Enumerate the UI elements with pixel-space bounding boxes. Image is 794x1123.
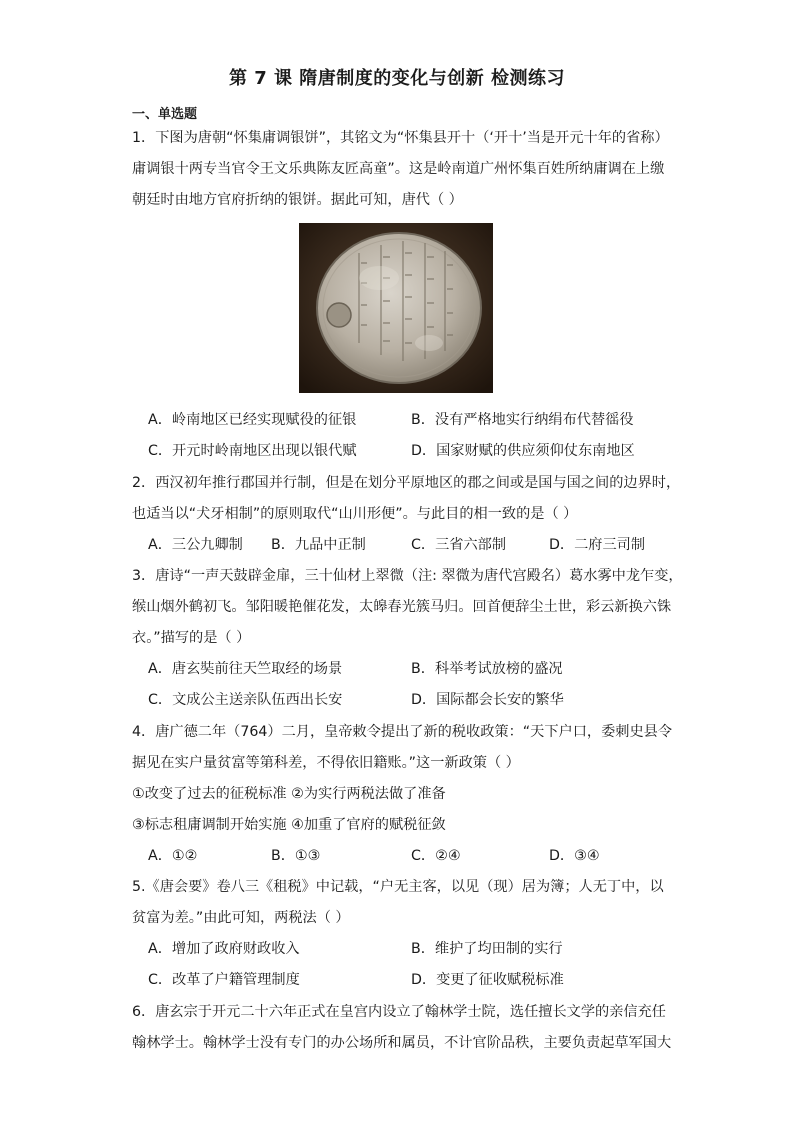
q3-line-2: 缑山烟外鹤初飞。邹阳暖艳催花发，太皞春光簇马归。回首便辞尘土世，彩云新换六铢 (132, 599, 672, 615)
q1-line-3: 朝廷时由地方官府折纳的银饼。据此可知，唐代（ ） (132, 192, 463, 208)
q1-line-1: 1．下图为唐朝“怀集庸调银饼”，其铭文为“怀集县开十（‘开十’当是开元十年的省称） (132, 130, 669, 146)
q4-option-d[interactable]: D．③④ (549, 848, 600, 864)
q1-option-d[interactable]: D．国家财赋的供应须仰仗东南地区 (411, 443, 635, 459)
q5-line-1: 5.《唐会要》卷八三《租税》中记载，“户无主客，以见（现）居为簿；人无丁中，以 (132, 879, 664, 895)
page-title: 第 7 课 隋唐制度的变化与创新 检测练习 (228, 68, 566, 89)
q2-line-2: 也适当以“犬牙相制”的原则取代“山川形便”。与此目的相一致的是（ ） (132, 506, 578, 522)
q3-option-d[interactable]: D．国际都会长安的繁华 (411, 692, 564, 708)
q1-option-b[interactable]: B．没有严格地实行纳绢布代替徭役 (411, 412, 634, 428)
section-heading: 一、单选题 (132, 107, 198, 122)
silver-cake-illustration (299, 223, 493, 393)
q5-option-a[interactable]: A．增加了政府财政收入 (148, 941, 300, 957)
q4-line-3: ①改变了过去的征税标准 ②为实行两税法做了准备 (132, 786, 446, 802)
q4-line-1: 4．唐广德二年（764）二月，皇帝敕令提出了新的税收政策：“天下户口，委刺史县令 (132, 724, 673, 740)
q1-option-c[interactable]: C．开元时岭南地区出现以银代赋 (148, 443, 357, 459)
q5-option-c[interactable]: C．改革了户籍管理制度 (148, 972, 300, 988)
q3-option-b[interactable]: B．科举考试放榜的盛况 (411, 661, 563, 677)
q3-line-1: 3．唐诗“一声天鼓辟金扉，三十仙材上翠微（注: 翠微为唐代宫殿名）葛水雾中龙乍变， (132, 568, 683, 584)
q6-line-2: 翰林学士。翰林学士没有专门的办公场所和属员，不计官阶品秩，主要负责起草军国大 (132, 1035, 672, 1051)
q5-option-d[interactable]: D．变更了征收赋税标准 (411, 972, 564, 988)
q4-line-2: 据见在实户量贫富等第科差，不得依旧籍账。”这一新政策（ ） (132, 755, 520, 771)
q5-option-b[interactable]: B．维护了均田制的实行 (411, 941, 563, 957)
q4-option-c[interactable]: C．②④ (411, 848, 461, 864)
q2-option-a[interactable]: A．三公九卿制 (148, 537, 243, 553)
q2-line-1: 2．西汉初年推行郡国并行制，但是在划分平原地区的郡之间或是国与国之间的边界时， (132, 475, 681, 491)
q2-option-d[interactable]: D．二府三司制 (549, 537, 646, 553)
q3-line-3: 衣。”描写的是（ ） (132, 630, 251, 646)
q3-option-c[interactable]: C．文成公主送亲队伍西出长安 (148, 692, 343, 708)
q5-line-2: 贫富为差。”由此可知，两税法（ ） (132, 910, 350, 926)
q2-option-c[interactable]: C．三省六部制 (411, 537, 507, 553)
q2-option-b[interactable]: B．九品中正制 (271, 537, 366, 553)
q3-option-a[interactable]: A．唐玄奘前往天竺取经的场景 (148, 661, 343, 677)
q6-line-1: 6．唐玄宗于开元二十六年正式在皇宫内设立了翰林学士院，选任擅长文学的亲信充任 (132, 1004, 666, 1020)
q1-line-2: 庸调银十两专当官令王文乐典陈友匠高童”。这是岭南道广州怀集百姓所纳庸调在上缴 (132, 161, 665, 177)
silver-cake-photo (299, 223, 493, 393)
q1-option-a[interactable]: A．岭南地区已经实现赋役的征银 (148, 412, 357, 428)
q4-option-b[interactable]: B．①③ (271, 848, 321, 864)
q4-line-4: ③标志租庸调制开始实施 ④加重了官府的赋税征敛 (132, 817, 446, 833)
q4-option-a[interactable]: A．①② (148, 848, 198, 864)
